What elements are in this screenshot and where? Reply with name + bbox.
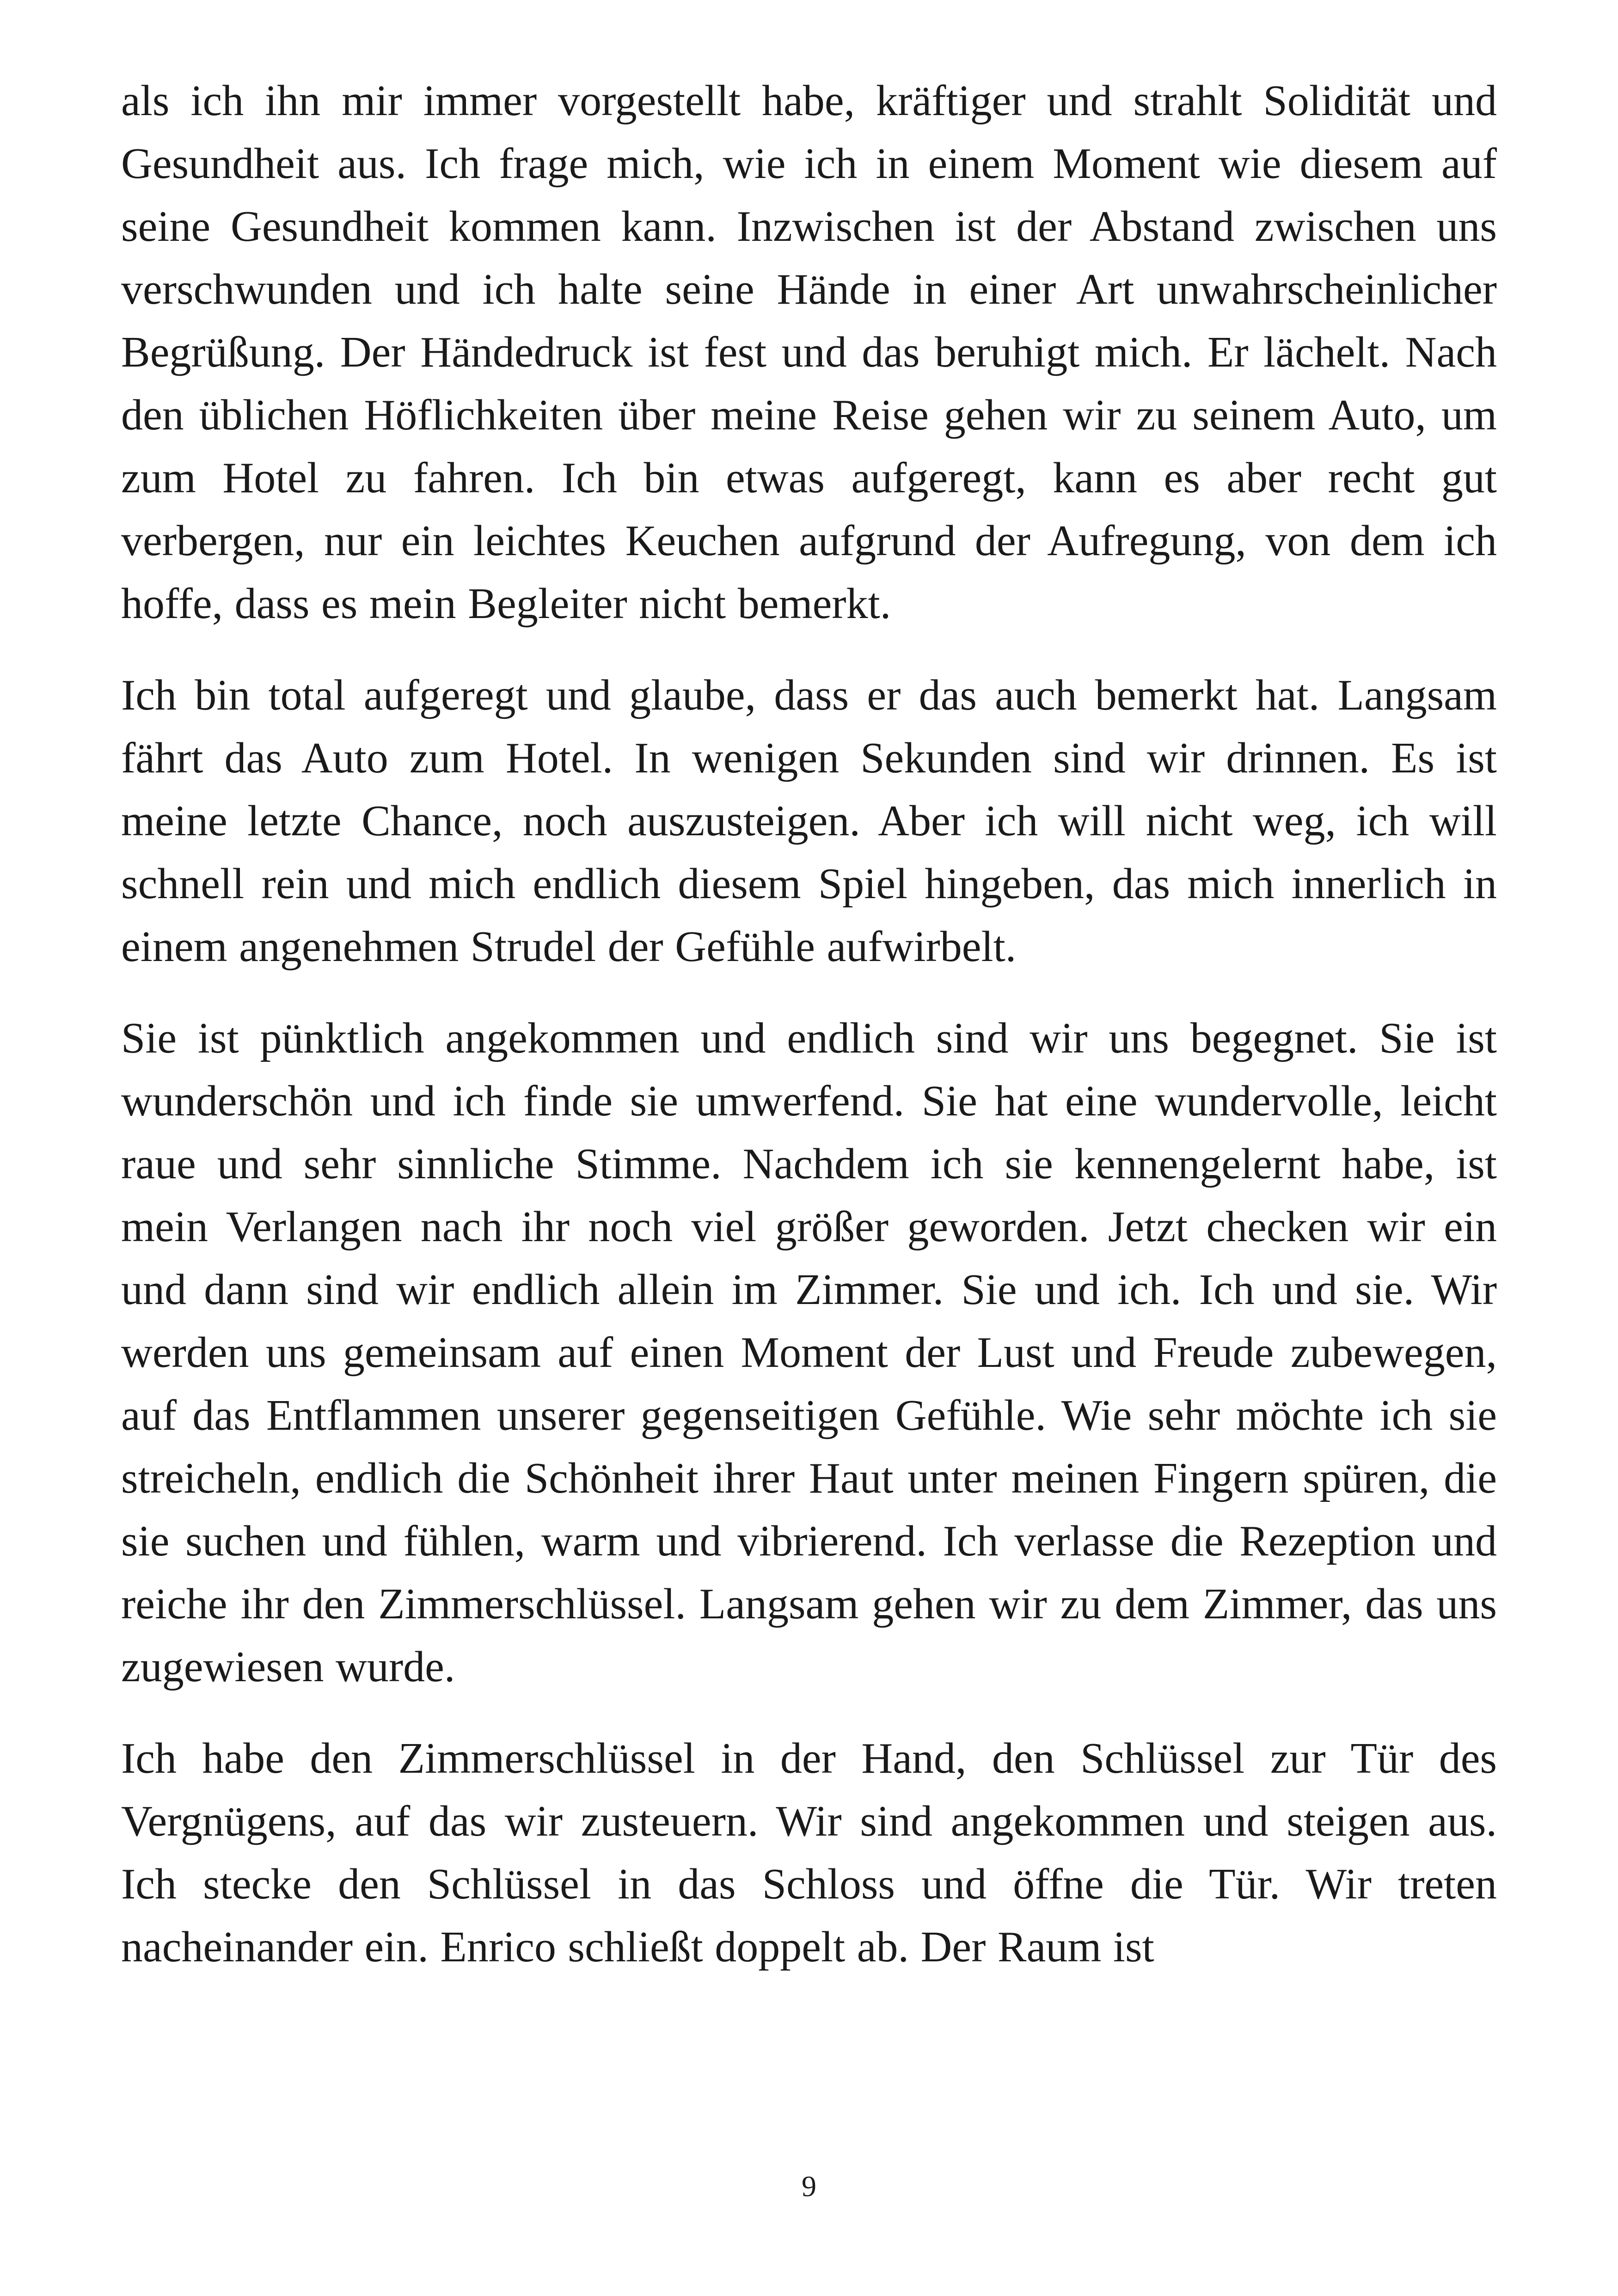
page-body [121,69,1497,1978]
paragraph: Ich habe den Zimmerschlüssel in der Hand, den Schlüssel zur Tür des Vergnügens, auf das wir zusteuern. Wir sind angekommen und steigen aus. Ich stecke den Schlüssel in das Schloss und öffne die Tür. Wir treten nacheinander ein. Enrico schließt doppelt ab. Der Raum ist [121,1734,1497,1971]
page-number: 9 [802,2170,816,2203]
paragraph: als ich ihn mir immer vorgestellt habe, kräftiger und strahlt Solidität und Gesundheit aus. Ich frage mich, wie ich in einem Moment wie diesem auf seine Gesundheit kommen kann. Inzwischen ist der Abstand zwischen uns verschwunden und ich halte seine Hände in einer Art unwahrscheinlicher Begrüßung. Der Händedruck ist fest und das beruhigt mich. Er lächelt. Nach den üblichen Höflichkeiten über meine Reise gehen wir zu seinem Auto, um zum Hotel zu fahren. Ich bin etwas aufgeregt, kann es aber recht gut verbergen, nur ein leichtes Keuchen aufgrund der Aufregung, von dem ich hoffe, dass es mein Begleiter nicht bemerkt. [121,77,1497,628]
paragraph: Ich bin total aufgeregt und glaube, dass er das auch bemerkt hat. Langsam fährt das Auto zum Hotel. In wenigen Sekunden sind wir drinnen. Es ist meine letzte Chance, noch auszusteigen. Aber ich will nicht weg, ich will schnell rein und mich endlich diesem Spiel hingeben, das mich innerlich in einem angenehmen Strudel der Gefühle aufwirbelt. [121,671,1497,971]
paragraph: Sie ist pünktlich angekommen und endlich sind wir uns begegnet. Sie ist wunderschön und ich finde sie umwerfend. Sie hat eine wundervolle, leicht raue und sehr sinnliche Stimme. Nachdem ich sie kennengelernt habe, ist mein Verlangen nach ihr noch viel größer geworden. Jetzt checken wir ein und dann sind wir endlich allein im Zimmer. Sie und ich. Ich und sie. Wir werden uns gemeinsam auf einen Moment der Lust und Freude zubewegen, auf das Entflammen unserer gegenseitigen Gefühle. Wie sehr möchte ich sie streicheln, endlich die Schönheit ihrer Haut unter meinen Fingern spüren, die sie suchen und fühlen, warm und vibrierend. Ich verlasse die Rezeption und reiche ihr den Zimmerschlüssel. Langsam gehen wir zu dem Zimmer, das uns zugewiesen wurde. [121,1014,1497,1691]
